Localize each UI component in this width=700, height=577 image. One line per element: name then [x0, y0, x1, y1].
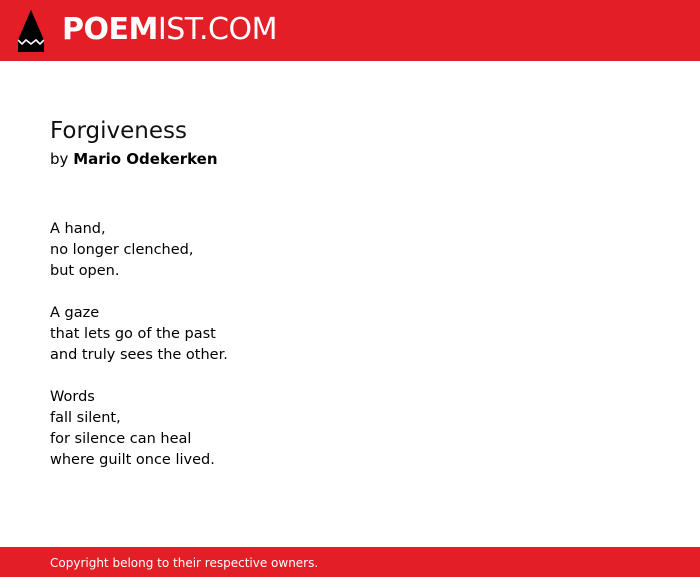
- author-name: Mario Odekerken: [73, 150, 218, 168]
- poem-line: that lets go of the past: [50, 326, 216, 342]
- poem-line: for silence can heal: [50, 431, 192, 447]
- by-label: by: [50, 150, 69, 168]
- poem-line: no longer clenched,: [50, 242, 194, 258]
- site-header: [0, 0, 700, 61]
- copyright-text: Copyright belong to their respective owners.: [50, 556, 319, 570]
- poem-line: A gaze: [50, 305, 100, 321]
- stanza: [50, 303, 650, 366]
- poem-line: fall silent,: [50, 410, 121, 426]
- stanza: [50, 387, 650, 471]
- poem-byline: [50, 149, 218, 169]
- brand-light-text: IST.COM: [157, 12, 277, 47]
- poem-line: where guilt once lived.: [50, 452, 215, 468]
- poem-line: Words: [50, 389, 95, 405]
- stanza: [50, 219, 650, 282]
- poem-body: [50, 219, 650, 492]
- poem-line: A hand,: [50, 221, 106, 237]
- poem-title: Forgiveness: [50, 118, 187, 144]
- site-logo-link[interactable]: [62, 12, 277, 48]
- pencil-tip-icon[interactable]: [18, 10, 44, 52]
- site-footer: [0, 547, 700, 577]
- poem-line: and truly sees the other.: [50, 347, 228, 363]
- brand-bold-text: POEM: [62, 12, 158, 47]
- poem-line: but open.: [50, 263, 120, 279]
